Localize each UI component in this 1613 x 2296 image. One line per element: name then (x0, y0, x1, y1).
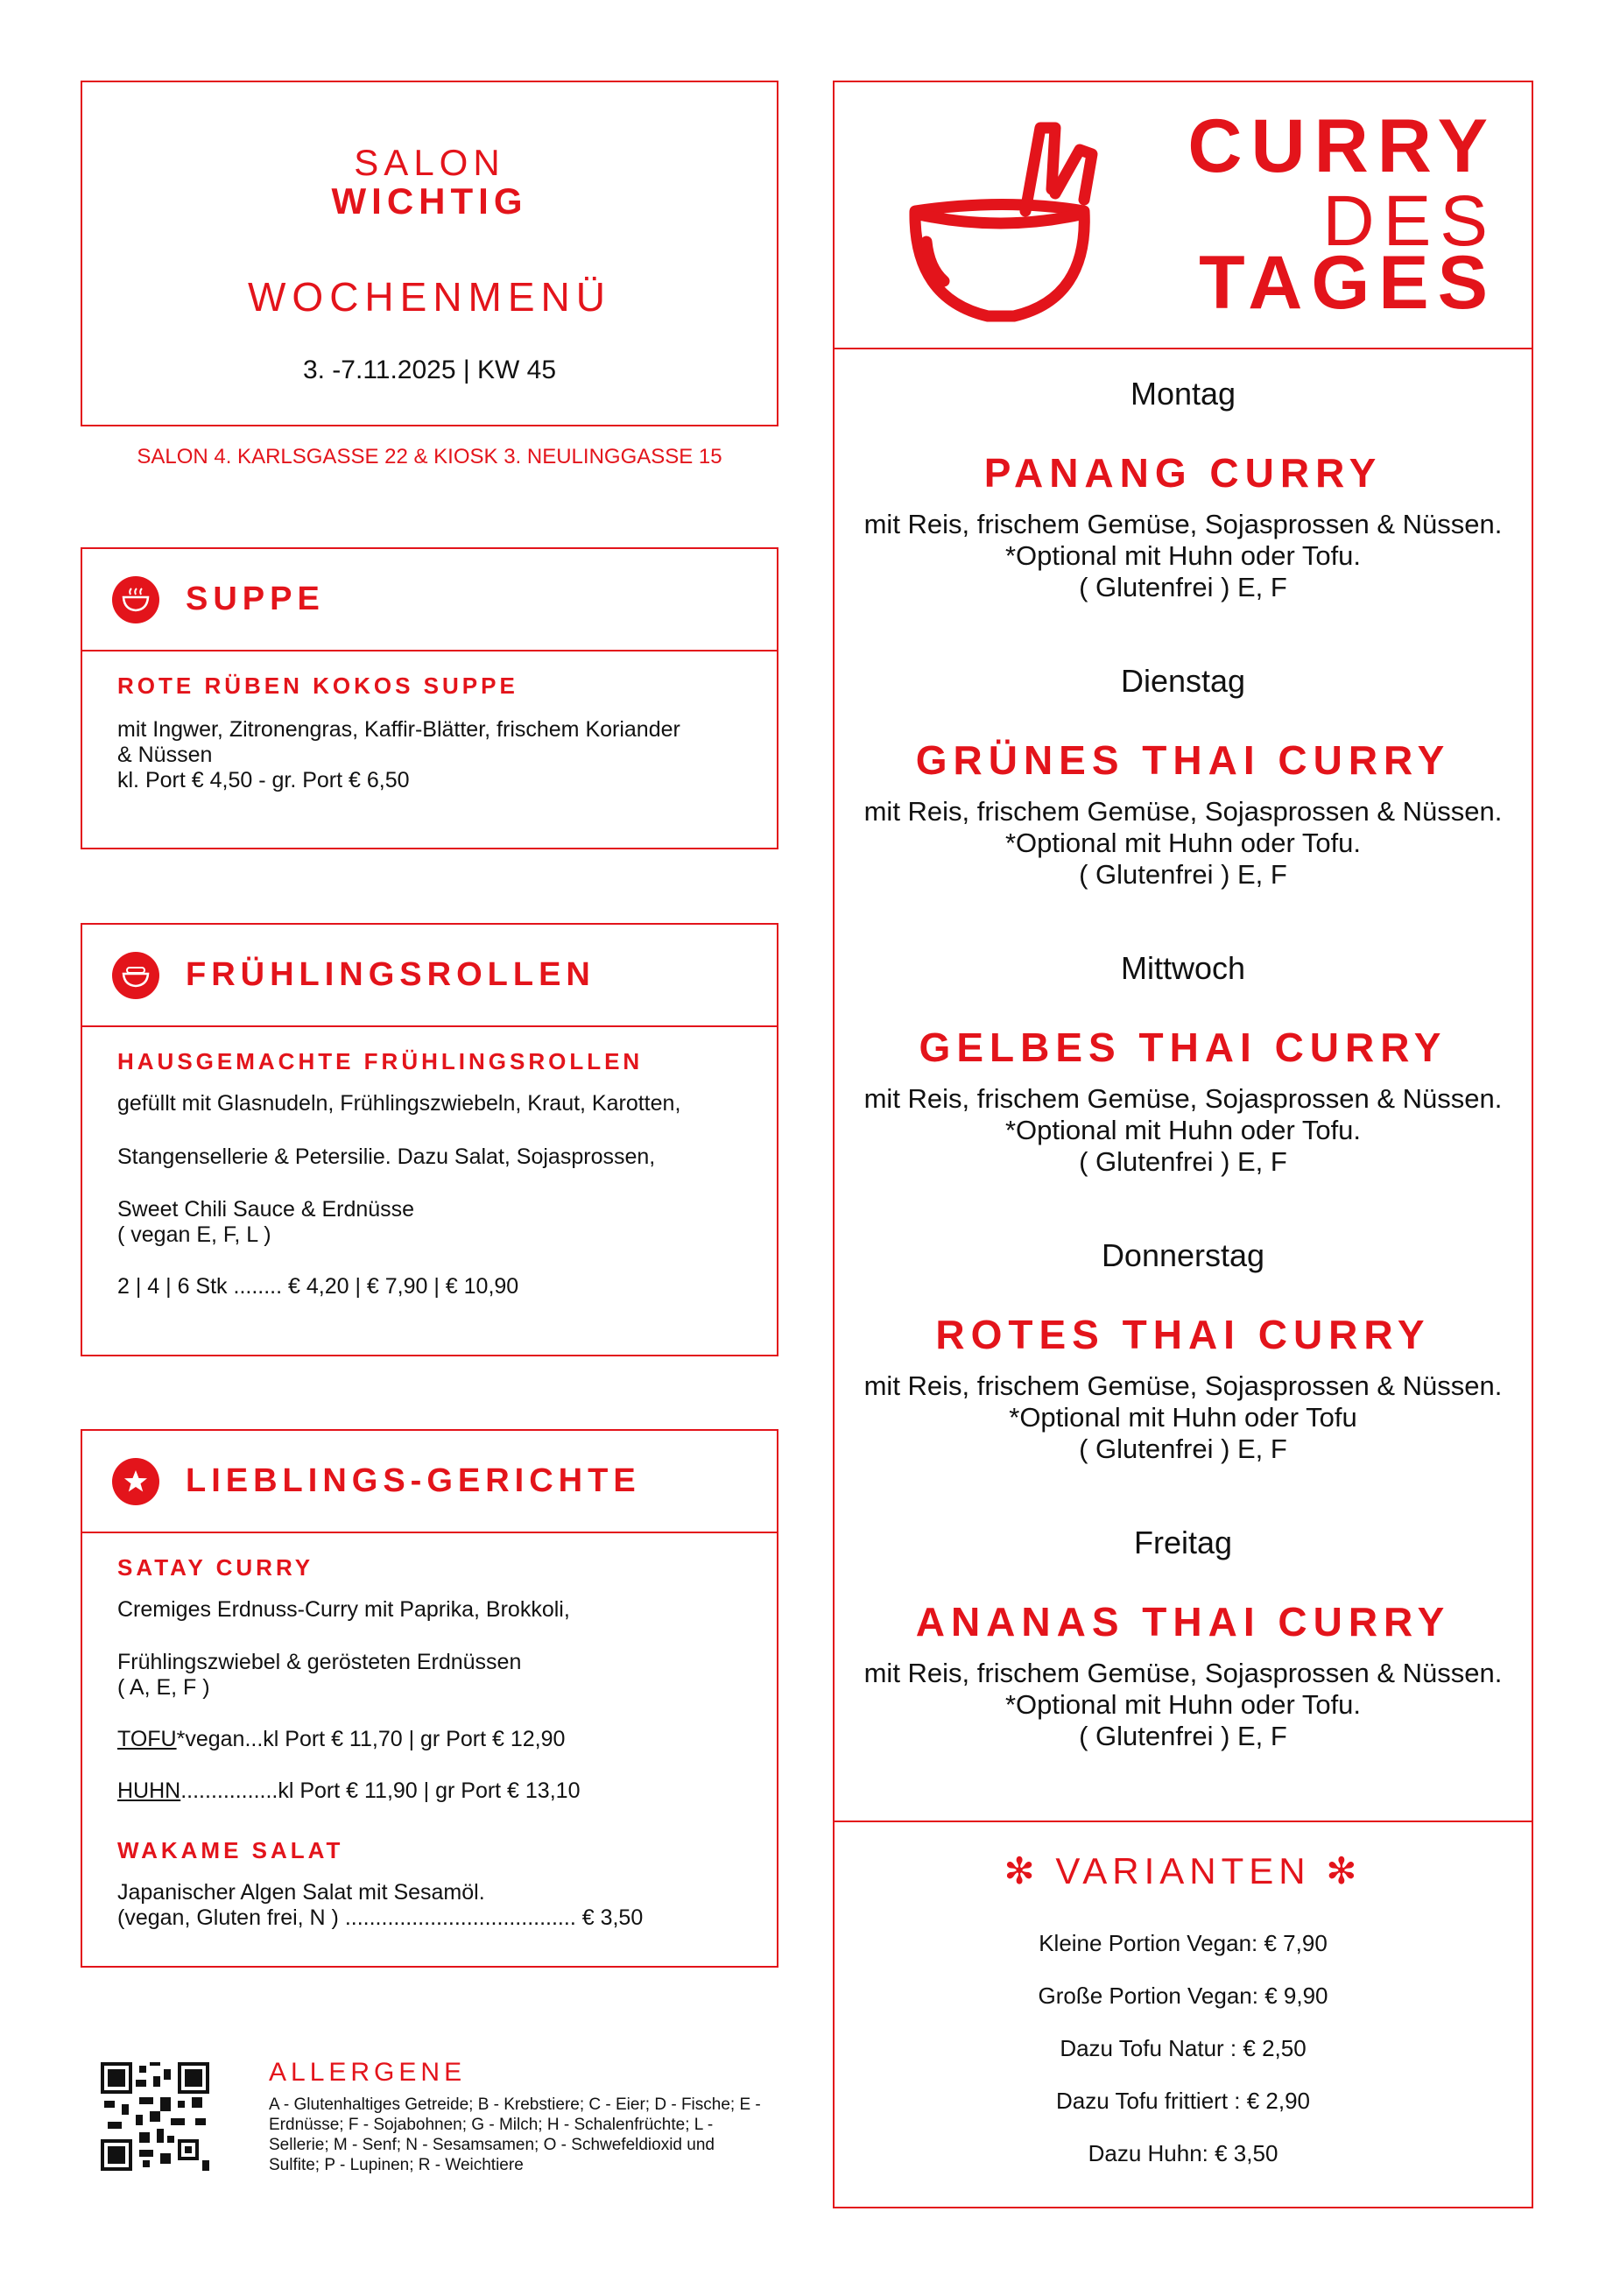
day-curry-desc: mit Reis, frischem Gemüse, Sojasprossen & Nüssen. (863, 1083, 1503, 1114)
dish-allergens: ( A, E, F ) (117, 1675, 210, 1700)
day-curry-option: *Optional mit Huhn oder Tofu. (1004, 1115, 1362, 1145)
dish-description: gefüllt mit Glasnudeln, Frühlingszwiebeln, Kraut, Karotten, (117, 1091, 681, 1116)
dish-price: (vegan, Gluten frei, N ) ...................................... € 3,50 (117, 1905, 644, 1930)
day-curry-option: *Optional mit Huhn oder Tofu. (1004, 540, 1362, 571)
section-lieblingsgerichte (81, 1429, 778, 1968)
menu-dates: 3. -7.11.2025 | KW 45 (302, 356, 557, 384)
day-curry-allergens: ( Glutenfrei ) E, F (1079, 1146, 1287, 1177)
curry-title-word-1: CURRY (1187, 104, 1497, 188)
section-title: LIEBLINGS-GERICHTE (186, 1462, 641, 1499)
brand-top: SALON (354, 142, 505, 183)
header-box (81, 81, 778, 426)
asterisk-icon: ✻ (1004, 1850, 1056, 1891)
curry-des-tages-box (833, 81, 1533, 2208)
day-block-montag (835, 376, 1532, 603)
day-curry-desc: mit Reis, frischem Gemüse, Sojasprossen & Nüssen. (863, 1658, 1503, 1688)
dish-description: Cremiges Erdnuss-Curry mit Paprika, Brokkoli, (117, 1597, 570, 1622)
curry-title-word-3: TAGES (1199, 241, 1497, 325)
curry-title-word-2: DES (1322, 181, 1497, 261)
day-curry-name: GELBES THAI CURRY (919, 1025, 1447, 1070)
day-name: Donnerstag (1101, 1237, 1265, 1273)
variant-item: Dazu Tofu frittiert : € 2,90 (1056, 2088, 1310, 2114)
day-curry-allergens: ( Glutenfrei ) E, F (1079, 859, 1287, 890)
tofu-label: TOFU (117, 1727, 177, 1751)
star-icon (112, 1458, 159, 1505)
asterisk-icon: ✻ (1310, 1850, 1363, 1891)
allergene-title: ALLERGENE (269, 2058, 467, 2087)
dish-description: Frühlingszwiebel & gerösteten Erdnüssen (117, 1650, 522, 1674)
day-curry-name: ROTES THAI CURRY (935, 1312, 1431, 1357)
day-curry-name: GRÜNES THAI CURRY (915, 737, 1451, 783)
dish-description: & Nüssen (117, 743, 213, 767)
dish-description: Sweet Chili Sauce & Erdnüsse (117, 1197, 415, 1222)
dish-title: WAKAME SALAT (117, 1837, 344, 1863)
day-curry-allergens: ( Glutenfrei ) E, F (1079, 572, 1287, 602)
dish-description: Stangensellerie & Petersilie. Dazu Salat, Sojasprossen, (117, 1144, 656, 1169)
day-block-donnerstag (835, 1237, 1532, 1465)
dish-description: mit Ingwer, Zitronengras, Kaffir-Blätter, frischem Koriander (117, 717, 680, 742)
qr-code-icon (101, 2062, 209, 2171)
day-curry-name: ANANAS THAI CURRY (915, 1599, 1451, 1645)
price-line-tofu (117, 1727, 742, 1752)
varianten-label: VARIANTEN (1055, 1850, 1311, 1891)
section-title: FRÜHLINGSROLLEN (186, 956, 595, 993)
menu-title: WOCHENMENÜ (248, 274, 611, 320)
section-title: SUPPE (186, 581, 325, 617)
day-block-dienstag (835, 663, 1532, 891)
variant-item: Kleine Portion Vegan: € 7,90 (1039, 1930, 1328, 1956)
dish-title: SATAY CURRY (117, 1554, 314, 1581)
day-curry-name: PANANG CURRY (983, 450, 1383, 496)
day-curry-option: *Optional mit Huhn oder Tofu. (1004, 1689, 1362, 1720)
spring-roll-icon (112, 952, 159, 999)
day-name: Montag (1130, 376, 1236, 412)
day-curry-desc: mit Reis, frischem Gemüse, Sojasprossen & Nüssen. (863, 509, 1503, 539)
section-header (82, 925, 777, 1027)
bowl-chopsticks-icon (905, 110, 1106, 334)
day-block-freitag (835, 1525, 1532, 1752)
day-curry-option: *Optional mit Huhn oder Tofu. (1004, 828, 1362, 858)
dish-price: kl. Port € 4,50 - gr. Port € 6,50 (117, 768, 410, 792)
dish-title: HAUSGEMACHTE FRÜHLINGSROLLEN (117, 1048, 644, 1074)
varianten-title (835, 1849, 1532, 1892)
day-name: Mittwoch (1120, 950, 1246, 986)
variant-item: Dazu Huhn: € 3,50 (1088, 2140, 1278, 2166)
huhn-price: ................kl Port € 11,90 | gr Port € 13,10 (180, 1778, 581, 1803)
allergene-text: A - Glutenhaltiges Getreide; B - Krebstiere; C - Eier; D - Fische; E - Erdnüsse; F - Sojabohnen; G - Milch; H - Schalenfrüchte; L - Sellerie; M - Senf; N - Sesamsamen; O - Schwefeldioxid und Sulfite; P - Lupinen; R - Weichtiere (269, 2095, 761, 2174)
day-block-mittwoch (835, 950, 1532, 1178)
variant-item: Dazu Tofu Natur : € 2,50 (1060, 2035, 1307, 2061)
address: SALON 4. KARLSGASSE 22 & KIOSK 3. NEULINGGASSE 15 (137, 445, 722, 468)
day-curry-desc: mit Reis, frischem Gemüse, Sojasprossen & Nüssen. (863, 796, 1503, 827)
curry-header (835, 82, 1532, 349)
dish-price: 2 | 4 | 6 Stk ........ € 4,20 | € 7,90 | € 10,90 (117, 1274, 519, 1299)
variant-item: Große Portion Vegan: € 9,90 (1038, 1983, 1328, 2009)
huhn-label: HUHN (117, 1778, 181, 1803)
day-name: Dienstag (1120, 663, 1246, 699)
day-curry-allergens: ( Glutenfrei ) E, F (1079, 1721, 1287, 1751)
section-header (82, 1431, 777, 1533)
soup-bowl-icon (112, 576, 159, 623)
price-line-huhn (117, 1778, 742, 1804)
section-fruehlingsrollen (81, 923, 778, 1356)
brand-bottom: WICHTIG (331, 180, 528, 222)
dish-allergens: ( vegan E, F, L ) (117, 1222, 271, 1247)
day-curry-desc: mit Reis, frischem Gemüse, Sojasprossen & Nüssen. (863, 1370, 1503, 1401)
dish-description: Japanischer Algen Salat mit Sesamöl. (117, 1880, 485, 1905)
tofu-price: *vegan...kl Port € 11,70 | gr Port € 12,90 (176, 1727, 566, 1751)
varianten-divider (835, 1821, 1532, 1822)
section-suppe (81, 547, 778, 849)
day-curry-option: *Optional mit Huhn oder Tofu (1009, 1402, 1357, 1433)
day-name: Freitag (1133, 1525, 1233, 1560)
section-header (82, 549, 777, 651)
day-curry-allergens: ( Glutenfrei ) E, F (1079, 1433, 1287, 1464)
dish-title: ROTE RÜBEN KOKOS SUPPE (117, 673, 518, 699)
